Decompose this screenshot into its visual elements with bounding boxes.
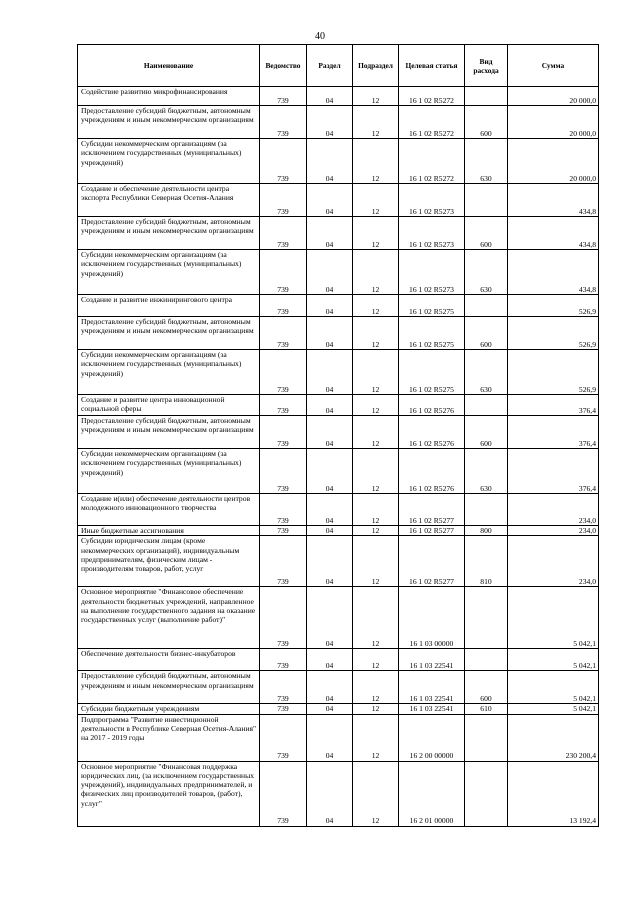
cell-subsection: 12 xyxy=(353,139,399,184)
cell-dept: 739 xyxy=(260,671,307,704)
cell-subsection: 12 xyxy=(353,714,399,761)
table-row xyxy=(78,494,599,526)
cell-target: 16 1 02 R5273 xyxy=(399,184,465,217)
table-row xyxy=(78,350,599,395)
cell-dept: 739 xyxy=(260,714,307,761)
cell-dept: 739 xyxy=(260,587,307,649)
cell-name: Субсидии некоммерческим организациям (за исключением государственных (муниципальных) учреждений) xyxy=(78,250,260,295)
cell-target: 16 1 02 R5272 xyxy=(399,106,465,139)
table-row xyxy=(78,395,599,416)
cell-target: 16 1 02 R5275 xyxy=(399,317,465,350)
cell-exp-type: 630 xyxy=(465,449,508,494)
cell-dept: 739 xyxy=(260,704,307,714)
cell-dept: 739 xyxy=(260,395,307,416)
cell-dept: 739 xyxy=(260,250,307,295)
cell-target: 16 1 02 R5275 xyxy=(399,350,465,395)
cell-exp-type xyxy=(465,714,508,761)
cell-section: 04 xyxy=(307,649,353,671)
cell-name: Субсидии юридическим лицам (кроме некоммерческих организаций), индивидуальным предпринимателям, физическим лицам - производителям товаров, работ, услуг xyxy=(78,536,260,587)
cell-name: Предоставление субсидий бюджетным, автономным учреждениям и иным некоммерческим организациям xyxy=(78,671,260,704)
cell-dept: 739 xyxy=(260,139,307,184)
cell-subsection: 12 xyxy=(353,704,399,714)
cell-name: Субсидии некоммерческим организациям (за исключением государственных (муниципальных) учреждений) xyxy=(78,139,260,184)
cell-section: 04 xyxy=(307,587,353,649)
cell-section: 04 xyxy=(307,217,353,250)
cell-exp-type: 600 xyxy=(465,106,508,139)
header-target: Целевая статья xyxy=(399,45,465,87)
cell-sum: 526,9 xyxy=(508,295,599,317)
table-row xyxy=(78,87,599,106)
table-row xyxy=(78,671,599,704)
cell-name: Подпрограмма "Развитие инвестиционной деятельности в Республике Северная Осетия-Алания" на 2017 - 2019 годы xyxy=(78,714,260,761)
cell-target: 16 2 00 00000 xyxy=(399,714,465,761)
cell-section: 04 xyxy=(307,250,353,295)
cell-name: Создание и обеспечение деятельности центра экспорта Республики Северная Осетия-Алания xyxy=(78,184,260,217)
cell-subsection: 12 xyxy=(353,106,399,139)
cell-target: 16 1 02 R5273 xyxy=(399,217,465,250)
table-row xyxy=(78,295,599,317)
cell-dept: 739 xyxy=(260,526,307,536)
cell-dept: 739 xyxy=(260,184,307,217)
cell-subsection: 12 xyxy=(353,494,399,526)
cell-section: 04 xyxy=(307,714,353,761)
cell-dept: 739 xyxy=(260,87,307,106)
cell-name: Содействие развитию микрофинансирования xyxy=(78,87,260,106)
table-row xyxy=(78,139,599,184)
cell-dept: 739 xyxy=(260,350,307,395)
cell-subsection: 12 xyxy=(353,350,399,395)
cell-target: 16 1 02 R5277 xyxy=(399,526,465,536)
cell-subsection: 12 xyxy=(353,761,399,826)
header-name: Наименование xyxy=(78,45,260,87)
cell-target: 16 1 02 R5276 xyxy=(399,449,465,494)
cell-target: 16 1 02 R5277 xyxy=(399,494,465,526)
cell-dept: 739 xyxy=(260,536,307,587)
cell-exp-type xyxy=(465,494,508,526)
header-exp-type: Вид расхода xyxy=(465,45,508,87)
cell-dept: 739 xyxy=(260,494,307,526)
table-row xyxy=(78,217,599,250)
cell-exp-type xyxy=(465,761,508,826)
cell-name: Основное мероприятие "Финансовое обеспечение деятельности бюджетных учреждений, направленное на выполнение государственного задания на оказание государственных услуг (выполнение работ)" xyxy=(78,587,260,649)
cell-sum: 376,4 xyxy=(508,395,599,416)
cell-name: Создание и развитие центра инновационной социальной сферы xyxy=(78,395,260,416)
cell-subsection: 12 xyxy=(353,671,399,704)
cell-target: 16 1 03 22541 xyxy=(399,649,465,671)
cell-target: 16 1 02 R5272 xyxy=(399,87,465,106)
cell-target: 16 1 02 R5273 xyxy=(399,250,465,295)
cell-name: Создание и развитие инжинирингового центра xyxy=(78,295,260,317)
cell-dept: 739 xyxy=(260,106,307,139)
table-row xyxy=(78,536,599,587)
cell-section: 04 xyxy=(307,184,353,217)
cell-section: 04 xyxy=(307,139,353,184)
cell-sum: 230 200,4 xyxy=(508,714,599,761)
cell-subsection: 12 xyxy=(353,295,399,317)
cell-exp-type: 600 xyxy=(465,416,508,449)
cell-sum: 234,0 xyxy=(508,494,599,526)
cell-dept: 739 xyxy=(260,649,307,671)
budget-table xyxy=(77,44,599,827)
cell-subsection: 12 xyxy=(353,536,399,587)
page-number: 40 xyxy=(315,31,325,42)
cell-dept: 739 xyxy=(260,217,307,250)
cell-section: 04 xyxy=(307,416,353,449)
cell-name: Основное мероприятие "Финансовая поддержка юридических лиц, (за исключением государственных учреждений), индивидуальных предпринимателей, и физических лиц производителей товаров, (работ), услуг" xyxy=(78,761,260,826)
table-row xyxy=(78,714,599,761)
header-subsection: Подраздел xyxy=(353,45,399,87)
cell-sum: 20 000,0 xyxy=(508,87,599,106)
table-row xyxy=(78,526,599,536)
cell-sum: 5 042,1 xyxy=(508,649,599,671)
cell-exp-type xyxy=(465,87,508,106)
cell-target: 16 2 01 00000 xyxy=(399,761,465,826)
table-row xyxy=(78,449,599,494)
cell-section: 04 xyxy=(307,395,353,416)
cell-sum: 234,0 xyxy=(508,536,599,587)
cell-name: Предоставление субсидий бюджетным, автономным учреждениям и иным некоммерческим организациям xyxy=(78,217,260,250)
cell-exp-type xyxy=(465,587,508,649)
cell-sum: 376,4 xyxy=(508,416,599,449)
cell-sum: 376,4 xyxy=(508,449,599,494)
cell-subsection: 12 xyxy=(353,649,399,671)
cell-dept: 739 xyxy=(260,295,307,317)
cell-section: 04 xyxy=(307,761,353,826)
cell-exp-type: 600 xyxy=(465,317,508,350)
cell-sum: 234,0 xyxy=(508,526,599,536)
cell-sum: 526,9 xyxy=(508,317,599,350)
cell-subsection: 12 xyxy=(353,250,399,295)
cell-name: Предоставление субсидий бюджетным, автономным учреждениям и иным некоммерческим организациям xyxy=(78,106,260,139)
cell-section: 04 xyxy=(307,449,353,494)
cell-target: 16 1 03 22541 xyxy=(399,704,465,714)
cell-name: Иные бюджетные ассигнования xyxy=(78,526,260,536)
cell-dept: 739 xyxy=(260,761,307,826)
cell-section: 04 xyxy=(307,704,353,714)
cell-name: Предоставление субсидий бюджетным, автономным учреждениям и иным некоммерческим организациям xyxy=(78,416,260,449)
cell-name: Субсидии бюджетным учреждениям xyxy=(78,704,260,714)
cell-name: Предоставление субсидий бюджетным, автономным учреждениям и иным некоммерческим организациям xyxy=(78,317,260,350)
table-row xyxy=(78,649,599,671)
cell-exp-type: 600 xyxy=(465,217,508,250)
cell-section: 04 xyxy=(307,295,353,317)
cell-exp-type xyxy=(465,295,508,317)
cell-section: 04 xyxy=(307,317,353,350)
cell-section: 04 xyxy=(307,536,353,587)
cell-section: 04 xyxy=(307,526,353,536)
table-row xyxy=(78,761,599,826)
cell-exp-type: 810 xyxy=(465,536,508,587)
cell-subsection: 12 xyxy=(353,184,399,217)
table-row xyxy=(78,317,599,350)
cell-subsection: 12 xyxy=(353,217,399,250)
cell-target: 16 1 03 22541 xyxy=(399,671,465,704)
cell-exp-type xyxy=(465,395,508,416)
table-row xyxy=(78,704,599,714)
cell-target: 16 1 02 R5276 xyxy=(399,416,465,449)
cell-dept: 739 xyxy=(260,416,307,449)
cell-sum: 526,9 xyxy=(508,350,599,395)
cell-section: 04 xyxy=(307,350,353,395)
cell-subsection: 12 xyxy=(353,449,399,494)
cell-target: 16 1 02 R5272 xyxy=(399,139,465,184)
cell-exp-type xyxy=(465,649,508,671)
cell-name: Создание и(или) обеспечение деятельности центров молодежного инновационного творчества xyxy=(78,494,260,526)
cell-subsection: 12 xyxy=(353,587,399,649)
cell-sum: 5 042,1 xyxy=(508,587,599,649)
cell-sum: 13 192,4 xyxy=(508,761,599,826)
cell-exp-type: 600 xyxy=(465,671,508,704)
table-row xyxy=(78,184,599,217)
cell-target: 16 1 02 R5275 xyxy=(399,295,465,317)
cell-target: 16 1 03 00000 xyxy=(399,587,465,649)
cell-target: 16 1 02 R5276 xyxy=(399,395,465,416)
cell-target: 16 1 02 R5277 xyxy=(399,536,465,587)
cell-subsection: 12 xyxy=(353,526,399,536)
header-sum: Сумма xyxy=(508,45,599,87)
cell-sum: 5 042,1 xyxy=(508,671,599,704)
header-dept: Ведомство xyxy=(260,45,307,87)
cell-name: Субсидии некоммерческим организациям (за исключением государственных (муниципальных) учреждений) xyxy=(78,449,260,494)
cell-sum: 20 000,0 xyxy=(508,106,599,139)
header-section: Раздел xyxy=(307,45,353,87)
cell-exp-type: 630 xyxy=(465,139,508,184)
cell-exp-type xyxy=(465,184,508,217)
table-row xyxy=(78,587,599,649)
cell-section: 04 xyxy=(307,671,353,704)
cell-sum: 5 042,1 xyxy=(508,704,599,714)
cell-subsection: 12 xyxy=(353,317,399,350)
table-row xyxy=(78,106,599,139)
cell-dept: 739 xyxy=(260,449,307,494)
cell-name: Субсидии некоммерческим организациям (за исключением государственных (муниципальных) учреждений) xyxy=(78,350,260,395)
table-header-row xyxy=(78,45,599,87)
cell-exp-type: 610 xyxy=(465,704,508,714)
cell-sum: 20 000,0 xyxy=(508,139,599,184)
cell-section: 04 xyxy=(307,106,353,139)
table-row xyxy=(78,416,599,449)
cell-section: 04 xyxy=(307,87,353,106)
cell-dept: 739 xyxy=(260,317,307,350)
table-row xyxy=(78,250,599,295)
cell-exp-type: 630 xyxy=(465,350,508,395)
cell-name: Обеспечение деятельности бизнес-инкубаторов xyxy=(78,649,260,671)
cell-sum: 434,8 xyxy=(508,184,599,217)
cell-sum: 434,8 xyxy=(508,250,599,295)
cell-exp-type: 800 xyxy=(465,526,508,536)
cell-subsection: 12 xyxy=(353,395,399,416)
cell-exp-type: 630 xyxy=(465,250,508,295)
cell-sum: 434,8 xyxy=(508,217,599,250)
cell-section: 04 xyxy=(307,494,353,526)
cell-subsection: 12 xyxy=(353,87,399,106)
cell-subsection: 12 xyxy=(353,416,399,449)
